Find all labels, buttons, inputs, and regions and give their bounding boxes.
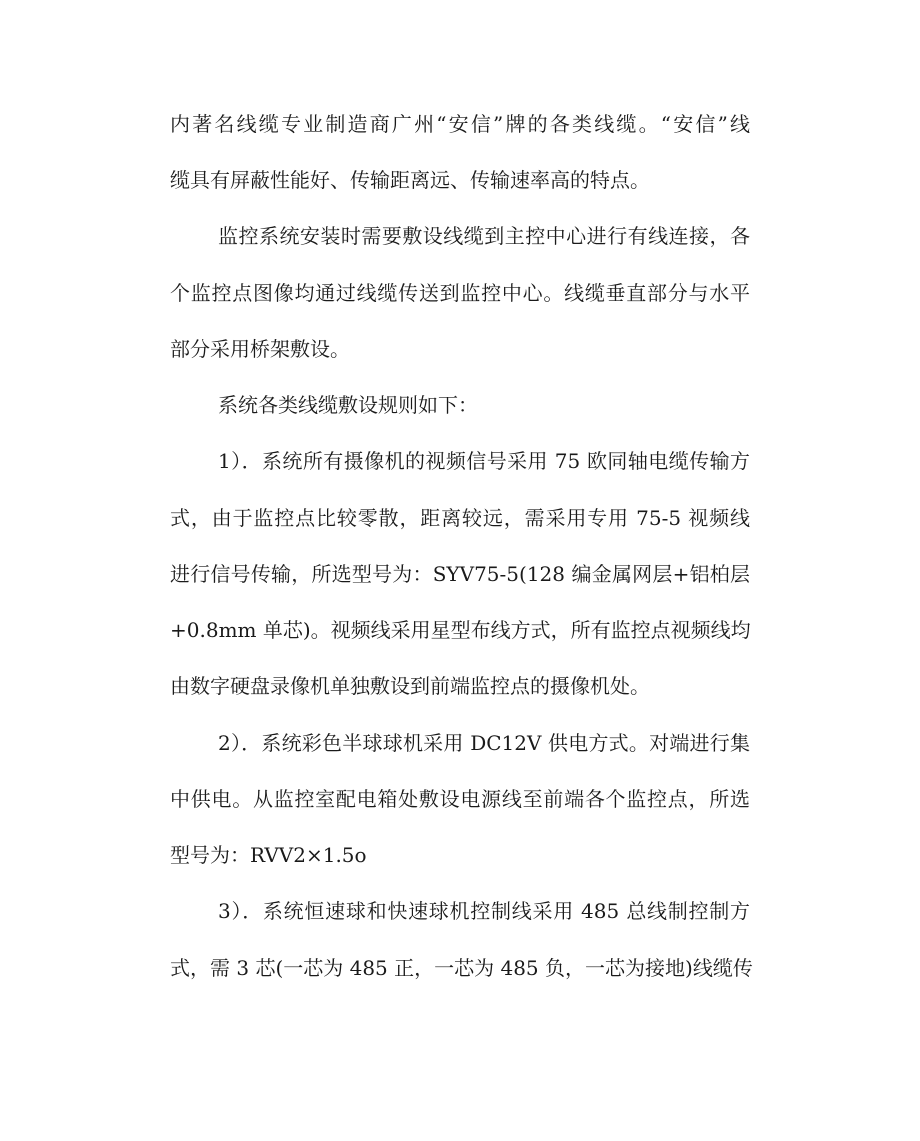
paragraph-line: 型号为：RVV2×1.5o (170, 843, 367, 867)
paragraph-line: 部分采用桥架敷设。 (170, 337, 350, 361)
paragraph-line: 1）．系统所有摄像机的视频信号采用 75 欧同轴电缆传输方 (218, 449, 750, 473)
paragraph-line: 内著名线缆专业制造商广州“安信”牌的各类线缆。“安信”线 (170, 112, 750, 136)
paragraph-line: 系统各类线缆敷设规则如下： (218, 393, 478, 417)
paragraph-line: 2）．系统彩色半球球机采用 DC12V 供电方式。对端进行集 (218, 731, 750, 755)
paragraph-line: 缆具有屏蔽性能好、传输距离远、传输速率高的特点。 (170, 168, 650, 192)
paragraph-line: 监控系统安装时需要敷设线缆到主控中心进行有线连接，各 (218, 224, 750, 248)
paragraph-line: 个监控点图像均通过线缆传送到监控中心。线缆垂直部分与水平 (170, 281, 750, 305)
paragraph-line: 中供电。从监控室配电箱处敷设电源线至前端各个监控点，所选 (170, 787, 750, 811)
paragraph-line: 3）．系统恒速球和快速球机控制线采用 485 总线制控制方 (218, 899, 750, 923)
paragraph-line: +0.8mm 单芯)。视频线采用星型布线方式，所有监控点视频线均 (170, 618, 751, 642)
paragraph-line: 由数字硬盘录像机单独敷设到前端监控点的摄像机处。 (170, 674, 650, 698)
paragraph-line: 式，需 3 芯(一芯为 485 正，一芯为 485 负，一芯为接地)线缆传 (170, 956, 753, 980)
paragraph-line: 进行信号传输，所选型号为：SYV75-5(128 编金属网层+铝柏层 (170, 562, 750, 586)
paragraph-line: 式，由于监控点比较零散，距离较远，需采用专用 75-5 视频线 (170, 506, 750, 530)
